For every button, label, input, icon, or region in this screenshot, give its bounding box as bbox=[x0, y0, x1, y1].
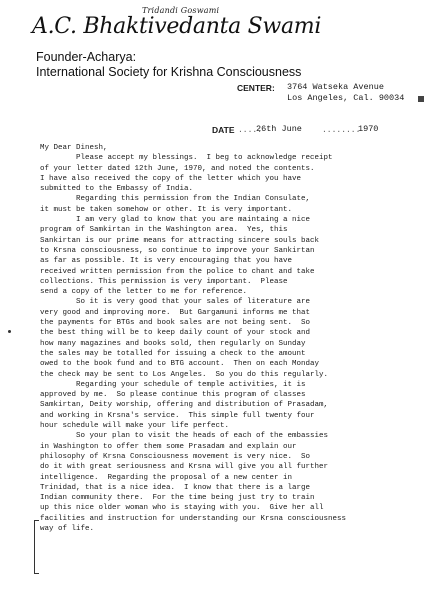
date-year: 1970 bbox=[358, 124, 379, 134]
date-leader-dots-2: ........ bbox=[322, 126, 361, 135]
organization-name: International Society for Krishna Consciousness bbox=[36, 65, 302, 79]
letter-line: Indian community there. For the time being just try to train bbox=[40, 494, 315, 503]
letter-line: approved by me. So please continue this program of classes bbox=[40, 391, 306, 400]
margin-dot bbox=[8, 330, 11, 333]
letter-line: very good and improving more. But Gargamuni informs me that bbox=[40, 308, 311, 317]
letter-line: I have also received the copy of the letter which you have bbox=[40, 174, 302, 183]
date-label: DATE bbox=[212, 125, 235, 135]
center-label: CENTER: bbox=[237, 83, 275, 93]
letter-line: I am very glad to know that you are maintaing a nice bbox=[40, 216, 311, 225]
letter-line: hour schedule will make your life perfect. bbox=[40, 422, 230, 431]
letter-line: intelligence. Regarding the proposal of a new center in bbox=[40, 473, 293, 482]
letter-line: way of life. bbox=[40, 524, 95, 533]
address-line-1: 3764 Watseka Avenue bbox=[287, 82, 384, 92]
letter-line: the payments for BTGs and book sales are not being sent. So bbox=[40, 319, 311, 328]
letter-line: Please accept my blessings. I beg to acknowledge receipt bbox=[40, 154, 333, 163]
letter-line: to Krsna consciousness, so continue to improve your Sankirtan bbox=[40, 246, 315, 255]
letter-line: it must be taken somehow or other. It is very important. bbox=[40, 205, 293, 214]
letter-line: the sales may be totalled for issuing a check to the amount bbox=[40, 349, 306, 358]
letter-line: submitted to the Embassy of India. bbox=[40, 185, 194, 194]
letter-line: Trinidad, that is a nice idea. I know that there is a large bbox=[40, 483, 311, 492]
margin-bracket bbox=[34, 520, 39, 574]
letter-line: and working in Krsna's service. This simple full twenty four bbox=[40, 411, 315, 420]
letter-line: of your letter dated 12th June, 1970, and noted the contents. bbox=[40, 164, 315, 173]
founder-acharya-title: Founder-Acharya: bbox=[36, 50, 137, 64]
center-address bbox=[287, 82, 404, 104]
letter-line: received written permission from the police to chant and take bbox=[40, 267, 315, 276]
date-leader-dots: ..... bbox=[238, 126, 263, 135]
letter-line: owed to the book fund and to BTG account. Then on each Monday bbox=[40, 360, 320, 369]
letter-line: in Washington to offer them some Prasadam and explain our bbox=[40, 442, 297, 451]
letter-line: Sankirtan is our prime means for attracting sincere souls back bbox=[40, 236, 320, 245]
letter-line: program of Samkirtan in the Washington area. Yes, this bbox=[40, 226, 288, 235]
letterhead-name: A.C. Bhaktivedanta Swami bbox=[32, 14, 322, 39]
tridandi-title: Tridandi Goswami bbox=[142, 6, 220, 15]
letter-line: Regarding this permission from the Indian Consulate, bbox=[40, 195, 311, 204]
address-line-2: Los Angeles, Cal. 90034 bbox=[287, 93, 405, 103]
letter-line: So it is very good that your sales of literature are bbox=[40, 298, 311, 307]
letter-line: So your plan to visit the heads of each of the embassies bbox=[40, 432, 329, 441]
letter-line: up this nice older woman who is staying with you. Give her all bbox=[40, 504, 324, 513]
letter-line: do it with great seriousness and Krsna will give you all further bbox=[40, 463, 329, 472]
letter-line: My Dear Dinesh, bbox=[40, 144, 108, 152]
letter-line: collections. This permission is very important. Please bbox=[40, 277, 288, 286]
letter-line: send a copy of the letter to me for reference. bbox=[40, 288, 248, 297]
letter-line: facilities and instruction for understanding our Krsna consciousness bbox=[40, 514, 347, 523]
letter-line: as far as possible. It is very encouraging that you have bbox=[40, 257, 293, 266]
letter-line: philosophy of Krsna Consciousness movement is very nice. So bbox=[40, 452, 311, 461]
letter-line: Samkirtan, Deity worship, offering and distribution of Prasadam, bbox=[40, 401, 329, 410]
letter-line: Regarding your schedule of temple activities, it is bbox=[40, 380, 306, 389]
letter-line: how many magazines and books sold, then regularly on Sunday bbox=[40, 339, 306, 348]
letter-line: the best thing will be to keep daily count of your stock and bbox=[40, 329, 311, 338]
letter-line: the check may be sent to Los Angeles. So you do this regularly. bbox=[40, 370, 329, 379]
letter-body bbox=[40, 143, 426, 534]
date-value: 26th June bbox=[256, 124, 302, 134]
corner-mark bbox=[418, 96, 424, 102]
